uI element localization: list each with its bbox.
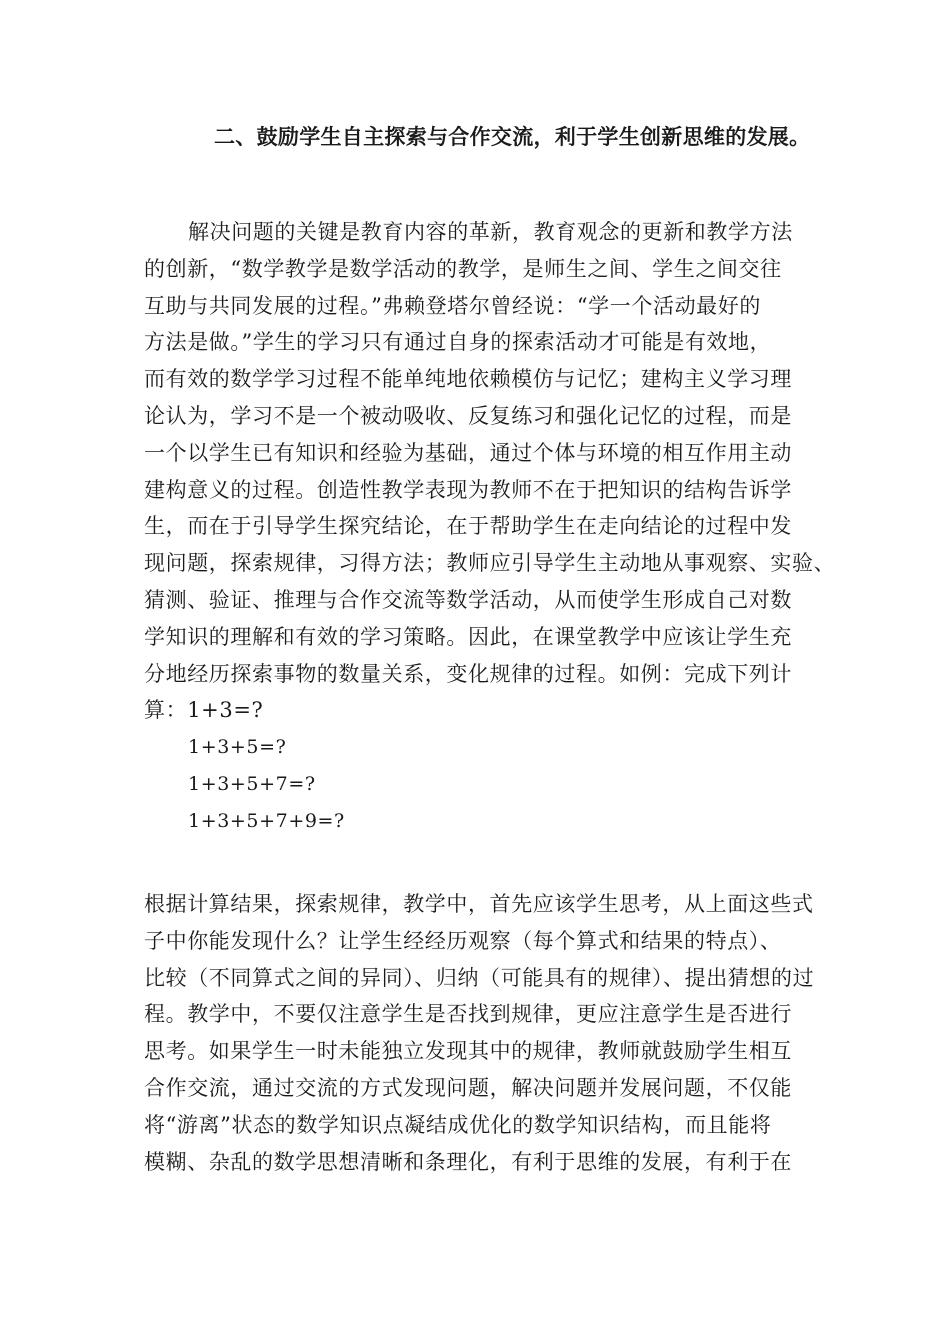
formula-2: 1+3+5=? <box>188 736 287 759</box>
formula-3: 1+3+5+7=? <box>188 772 316 795</box>
paragraph-line: 学知识的理解和有效的学习策略。因此，在课堂教学中应该让学生充 <box>144 624 792 649</box>
paragraph-line: 合作交流，通过交流的方式发现问题，解决问题并发展问题，不仅能 <box>144 1075 792 1100</box>
paragraph-2 <box>144 886 824 1180</box>
paragraph-line: 比较（不同算式之间的异同）、归纳（可能具有的规律）、提出猜想的过 <box>144 965 815 990</box>
paragraph-line: 而有效的数学学习过程不能单纯地依赖模仿与记忆；建构主义学习理 <box>144 367 792 392</box>
paragraph-line: 将“游离”状态的数学知识点凝结成优化的数学知识结构，而且能将 <box>144 1112 772 1137</box>
paragraph-line: 论认为，学习不是一个被动吸收、反复练习和强化记忆的过程，而是 <box>144 403 792 428</box>
paragraph-line: 互助与共同发展的过程。”弗赖登塔尔曾经说：“学一个活动最好的 <box>144 293 761 318</box>
formula-prefix: 算： <box>144 698 188 723</box>
paragraph-line: 的创新，“数学教学是数学活动的教学，是师生之间、学生之间交往 <box>144 256 782 281</box>
paragraph-line: 现问题，探索规律，习得方法；教师应引导学生主动地从事观察、实验、 <box>144 551 836 576</box>
paragraph-line: 猜测、验证、推理与合作交流等数学活动，从而使学生形成自己对数 <box>144 587 792 612</box>
paragraph-line: 一个以学生已有知识和经验为基础，通过个体与环境的相互作用主动 <box>144 440 792 465</box>
formula-1: 1+3=? <box>187 698 264 723</box>
paragraph-line: 思考。如果学生一时未能独立发现其中的规律，教师就鼓励学生相互 <box>144 1039 792 1064</box>
paragraph-line: 解决问题的关键是教育内容的革新，教育观念的更新和教学方法 <box>188 220 793 244</box>
paragraph-line: 程。教学中，不要仅注意学生是否找到规律，更应注意学生是否进行 <box>144 1002 792 1027</box>
formula-4: 1+3+5+7+9=? <box>188 809 345 832</box>
paragraph-line: 子中你能发现什么？让学生经经历观察（每个算式和结果的特点）、 <box>144 928 782 953</box>
paragraph-1 <box>144 214 836 840</box>
paragraph-line: 生，而在于引导学生探究结论，在于帮助学生在走向结论的过程中发 <box>144 514 792 539</box>
paragraph-line: 模糊、杂乱的数学思想清晰和条理化，有利于思维的发展，有利于在 <box>144 1149 792 1174</box>
paragraph-line-with-formula <box>144 692 824 729</box>
paragraph-line: 分地经历探索事物的数量关系，变化规律的过程。如例：完成下列计 <box>144 661 792 686</box>
section-heading: 二、鼓励学生自主探索与合作交流，利于学生创新思维的发展。 <box>214 124 811 149</box>
paragraph-line: 方法是做。”学生的学习只有通过自身的探索活动才可能是有效地， <box>144 330 772 355</box>
paragraph-line: 建构意义的过程。创造性教学表现为教师不在于把知识的结构告诉学 <box>144 477 792 502</box>
paragraph-line: 根据计算结果，探索规律，教学中，首先应该学生思考，从上面这些式 <box>144 892 814 916</box>
